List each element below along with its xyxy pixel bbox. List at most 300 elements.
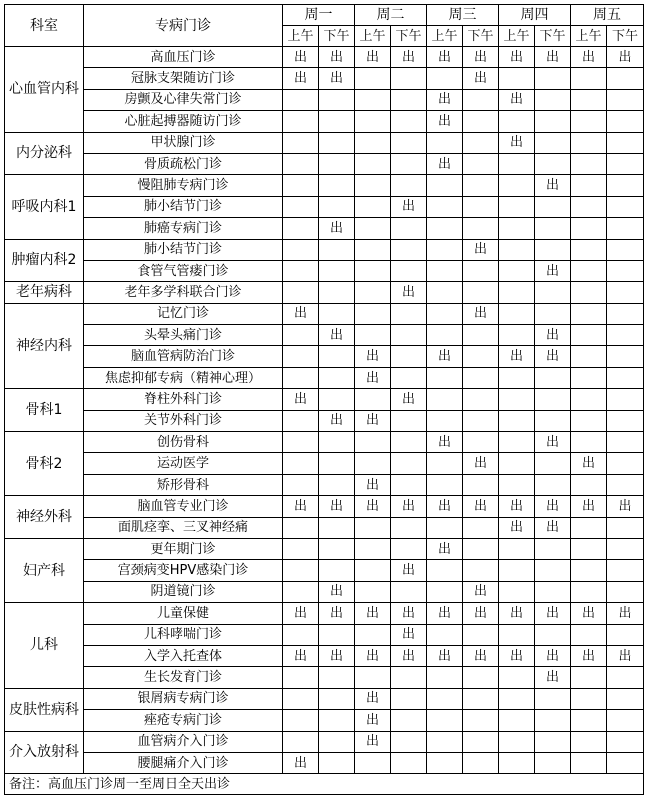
slot-empty-cell xyxy=(571,132,607,153)
slot-open-cell: 出 xyxy=(391,496,427,517)
slot-open-cell: 出 xyxy=(427,346,463,367)
slot-empty-cell xyxy=(535,474,571,495)
slot-empty-cell xyxy=(283,196,319,217)
clinic-cell: 面肌痉挛、三叉神经痛 xyxy=(84,517,283,538)
slot-empty-cell xyxy=(391,218,427,239)
am-header: 上午 xyxy=(355,26,391,47)
slot-empty-cell xyxy=(535,132,571,153)
slot-empty-cell xyxy=(463,325,499,346)
table-row xyxy=(5,68,644,89)
slot-empty-cell xyxy=(463,667,499,688)
clinic-cell: 骨质疏松门诊 xyxy=(84,153,283,174)
slot-empty-cell xyxy=(535,389,571,410)
slot-empty-cell xyxy=(391,410,427,431)
clinic-cell: 头晕头痛门诊 xyxy=(84,325,283,346)
table-row xyxy=(5,303,644,324)
dept-cell: 内分泌科 xyxy=(5,132,84,175)
slot-open-cell: 出 xyxy=(391,603,427,624)
slot-empty-cell xyxy=(607,239,644,260)
slot-open-cell: 出 xyxy=(355,731,391,752)
slot-empty-cell xyxy=(283,325,319,346)
slot-open-cell: 出 xyxy=(391,624,427,645)
slot-empty-cell xyxy=(499,752,535,773)
am-header: 上午 xyxy=(427,26,463,47)
slot-empty-cell xyxy=(427,132,463,153)
slot-empty-cell xyxy=(355,175,391,196)
slot-empty-cell xyxy=(571,560,607,581)
slot-empty-cell xyxy=(499,688,535,709)
slot-empty-cell xyxy=(535,410,571,431)
slot-empty-cell xyxy=(499,68,535,89)
clinic-cell: 儿童保健 xyxy=(84,603,283,624)
slot-empty-cell xyxy=(427,474,463,495)
slot-empty-cell xyxy=(607,175,644,196)
slot-empty-cell xyxy=(283,560,319,581)
slot-open-cell: 出 xyxy=(319,645,355,666)
clinic-cell: 脑血管专业门诊 xyxy=(84,496,283,517)
day-header-wed: 周三 xyxy=(427,5,499,26)
slot-empty-cell xyxy=(571,367,607,388)
clinic-cell: 银屑病专病门诊 xyxy=(84,688,283,709)
slot-empty-cell xyxy=(571,68,607,89)
slot-empty-cell xyxy=(499,667,535,688)
dept-header: 科室 xyxy=(5,5,84,47)
slot-empty-cell xyxy=(607,624,644,645)
slot-empty-cell xyxy=(571,260,607,281)
slot-open-cell: 出 xyxy=(283,752,319,773)
slot-empty-cell xyxy=(319,153,355,174)
slot-empty-cell xyxy=(535,688,571,709)
slot-open-cell: 出 xyxy=(283,496,319,517)
clinic-cell: 肺小结节门诊 xyxy=(84,239,283,260)
slot-open-cell: 出 xyxy=(283,47,319,68)
table-row xyxy=(5,218,644,239)
slot-empty-cell xyxy=(319,453,355,474)
slot-empty-cell xyxy=(427,175,463,196)
slot-empty-cell xyxy=(499,432,535,453)
slot-empty-cell xyxy=(427,752,463,773)
slot-empty-cell xyxy=(463,560,499,581)
slot-empty-cell xyxy=(319,432,355,453)
slot-open-cell: 出 xyxy=(355,410,391,431)
slot-empty-cell xyxy=(607,688,644,709)
slot-empty-cell xyxy=(463,624,499,645)
slot-empty-cell xyxy=(463,196,499,217)
table-row xyxy=(5,346,644,367)
slot-empty-cell xyxy=(319,260,355,281)
clinic-cell: 入学入托查体 xyxy=(84,645,283,666)
slot-empty-cell xyxy=(607,303,644,324)
note-row xyxy=(5,774,644,795)
slot-empty-cell xyxy=(463,538,499,559)
slot-empty-cell xyxy=(427,303,463,324)
slot-empty-cell xyxy=(571,517,607,538)
slot-open-cell: 出 xyxy=(319,325,355,346)
pm-header: 下午 xyxy=(463,26,499,47)
slot-empty-cell xyxy=(571,153,607,174)
slot-empty-cell xyxy=(463,132,499,153)
slot-open-cell: 出 xyxy=(463,239,499,260)
table-row xyxy=(5,581,644,602)
slot-empty-cell xyxy=(319,752,355,773)
slot-open-cell: 出 xyxy=(319,496,355,517)
table-row xyxy=(5,432,644,453)
slot-empty-cell xyxy=(607,410,644,431)
slot-open-cell: 出 xyxy=(391,645,427,666)
clinic-cell: 腰腿痛介入门诊 xyxy=(84,752,283,773)
slot-empty-cell xyxy=(427,218,463,239)
slot-open-cell: 出 xyxy=(499,132,535,153)
slot-open-cell: 出 xyxy=(427,47,463,68)
slot-open-cell: 出 xyxy=(355,346,391,367)
slot-empty-cell xyxy=(319,175,355,196)
slot-empty-cell xyxy=(571,624,607,645)
slot-empty-cell xyxy=(283,239,319,260)
slot-empty-cell xyxy=(355,132,391,153)
slot-empty-cell xyxy=(571,731,607,752)
slot-empty-cell xyxy=(427,239,463,260)
slot-empty-cell xyxy=(535,560,571,581)
slot-empty-cell xyxy=(499,474,535,495)
slot-empty-cell xyxy=(499,153,535,174)
slot-open-cell: 出 xyxy=(463,68,499,89)
clinic-cell: 生长发育门诊 xyxy=(84,667,283,688)
clinic-cell: 心脏起搏器随访门诊 xyxy=(84,111,283,132)
slot-empty-cell xyxy=(391,260,427,281)
clinic-cell: 血管病介入门诊 xyxy=(84,731,283,752)
slot-empty-cell xyxy=(607,111,644,132)
slot-open-cell: 出 xyxy=(283,303,319,324)
slot-open-cell: 出 xyxy=(571,496,607,517)
clinic-cell: 肺小结节门诊 xyxy=(84,196,283,217)
slot-open-cell: 出 xyxy=(607,496,644,517)
slot-open-cell: 出 xyxy=(355,474,391,495)
slot-empty-cell xyxy=(535,453,571,474)
slot-empty-cell xyxy=(355,517,391,538)
slot-empty-cell xyxy=(463,218,499,239)
clinic-schedule-table xyxy=(4,4,644,795)
slot-empty-cell xyxy=(355,453,391,474)
slot-empty-cell xyxy=(607,731,644,752)
slot-open-cell: 出 xyxy=(319,410,355,431)
slot-empty-cell xyxy=(427,731,463,752)
slot-empty-cell xyxy=(463,731,499,752)
slot-empty-cell xyxy=(283,517,319,538)
slot-empty-cell xyxy=(283,153,319,174)
clinic-cell: 高血压门诊 xyxy=(84,47,283,68)
slot-open-cell: 出 xyxy=(499,517,535,538)
table-row xyxy=(5,603,644,624)
table-row xyxy=(5,153,644,174)
dept-cell: 老年病科 xyxy=(5,282,84,303)
slot-empty-cell xyxy=(463,474,499,495)
slot-open-cell: 出 xyxy=(427,432,463,453)
slot-open-cell: 出 xyxy=(535,175,571,196)
table-row xyxy=(5,389,644,410)
slot-empty-cell xyxy=(355,538,391,559)
slot-empty-cell xyxy=(571,239,607,260)
slot-open-cell: 出 xyxy=(535,325,571,346)
slot-empty-cell xyxy=(427,453,463,474)
slot-empty-cell xyxy=(283,731,319,752)
dept-cell: 肿瘤内科2 xyxy=(5,239,84,282)
schedule-body xyxy=(5,5,644,795)
slot-empty-cell xyxy=(283,710,319,731)
slot-empty-cell xyxy=(391,239,427,260)
slot-empty-cell xyxy=(427,710,463,731)
slot-empty-cell xyxy=(607,196,644,217)
slot-empty-cell xyxy=(319,667,355,688)
slot-empty-cell xyxy=(463,389,499,410)
slot-open-cell: 出 xyxy=(607,645,644,666)
slot-empty-cell xyxy=(391,175,427,196)
slot-open-cell: 出 xyxy=(283,389,319,410)
slot-empty-cell xyxy=(499,453,535,474)
slot-empty-cell xyxy=(535,68,571,89)
slot-empty-cell xyxy=(463,153,499,174)
slot-empty-cell xyxy=(463,89,499,110)
slot-empty-cell xyxy=(355,89,391,110)
slot-empty-cell xyxy=(319,389,355,410)
slot-empty-cell xyxy=(571,581,607,602)
slot-empty-cell xyxy=(427,624,463,645)
slot-empty-cell xyxy=(499,196,535,217)
clinic-cell: 宫颈病变HPV感染门诊 xyxy=(84,560,283,581)
slot-empty-cell xyxy=(283,581,319,602)
slot-empty-cell xyxy=(283,260,319,281)
clinic-cell: 冠脉支架随访门诊 xyxy=(84,68,283,89)
slot-open-cell: 出 xyxy=(427,111,463,132)
slot-open-cell: 出 xyxy=(499,47,535,68)
dept-cell: 骨科1 xyxy=(5,389,84,432)
slot-open-cell: 出 xyxy=(463,603,499,624)
slot-empty-cell xyxy=(319,132,355,153)
slot-empty-cell xyxy=(283,175,319,196)
slot-empty-cell xyxy=(355,196,391,217)
am-header: 上午 xyxy=(499,26,535,47)
slot-empty-cell xyxy=(355,239,391,260)
dept-cell: 呼吸内科1 xyxy=(5,175,84,239)
table-row xyxy=(5,89,644,110)
slot-open-cell: 出 xyxy=(355,603,391,624)
slot-empty-cell xyxy=(607,389,644,410)
table-row xyxy=(5,624,644,645)
clinic-header: 专病门诊 xyxy=(84,5,283,47)
slot-empty-cell xyxy=(391,581,427,602)
slot-empty-cell xyxy=(499,218,535,239)
table-row xyxy=(5,710,644,731)
slot-open-cell: 出 xyxy=(463,496,499,517)
dept-cell: 心血管内科 xyxy=(5,47,84,133)
table-row xyxy=(5,282,644,303)
slot-empty-cell xyxy=(535,367,571,388)
slot-empty-cell xyxy=(571,688,607,709)
clinic-cell: 更年期门诊 xyxy=(84,538,283,559)
slot-empty-cell xyxy=(427,282,463,303)
slot-empty-cell xyxy=(607,153,644,174)
slot-empty-cell xyxy=(391,89,427,110)
slot-open-cell: 出 xyxy=(499,346,535,367)
slot-open-cell: 出 xyxy=(535,645,571,666)
slot-empty-cell xyxy=(391,432,427,453)
note-text: 备注：高血压门诊周一至周日全天出诊 xyxy=(5,774,644,795)
slot-empty-cell xyxy=(427,410,463,431)
slot-empty-cell xyxy=(499,560,535,581)
slot-empty-cell xyxy=(571,389,607,410)
clinic-cell: 记忆门诊 xyxy=(84,303,283,324)
slot-empty-cell xyxy=(427,517,463,538)
slot-empty-cell xyxy=(355,260,391,281)
dept-cell: 儿科 xyxy=(5,603,84,689)
slot-empty-cell xyxy=(499,111,535,132)
slot-open-cell: 出 xyxy=(499,603,535,624)
slot-empty-cell xyxy=(499,624,535,645)
slot-open-cell: 出 xyxy=(463,47,499,68)
slot-empty-cell xyxy=(571,752,607,773)
slot-open-cell: 出 xyxy=(391,389,427,410)
slot-open-cell: 出 xyxy=(283,68,319,89)
table-row xyxy=(5,196,644,217)
clinic-cell: 甲状腺门诊 xyxy=(84,132,283,153)
slot-empty-cell xyxy=(283,432,319,453)
slot-empty-cell xyxy=(499,367,535,388)
slot-empty-cell xyxy=(607,474,644,495)
am-header: 上午 xyxy=(283,26,319,47)
slot-empty-cell xyxy=(499,389,535,410)
slot-empty-cell xyxy=(535,752,571,773)
clinic-cell: 阴道镜门诊 xyxy=(84,581,283,602)
table-row xyxy=(5,731,644,752)
slot-open-cell: 出 xyxy=(535,260,571,281)
slot-empty-cell xyxy=(607,260,644,281)
slot-empty-cell xyxy=(283,282,319,303)
dept-cell: 介入放射科 xyxy=(5,731,84,774)
slot-open-cell: 出 xyxy=(319,581,355,602)
slot-empty-cell xyxy=(319,474,355,495)
slot-empty-cell xyxy=(283,453,319,474)
day-header-mon: 周一 xyxy=(283,5,355,26)
slot-open-cell: 出 xyxy=(391,196,427,217)
slot-empty-cell xyxy=(571,667,607,688)
table-row xyxy=(5,474,644,495)
slot-empty-cell xyxy=(535,111,571,132)
slot-empty-cell xyxy=(355,303,391,324)
slot-empty-cell xyxy=(571,432,607,453)
table-row xyxy=(5,688,644,709)
table-row xyxy=(5,175,644,196)
slot-empty-cell xyxy=(391,731,427,752)
slot-empty-cell xyxy=(571,346,607,367)
slot-empty-cell xyxy=(535,239,571,260)
slot-empty-cell xyxy=(319,303,355,324)
slot-empty-cell xyxy=(499,260,535,281)
slot-empty-cell xyxy=(427,688,463,709)
slot-empty-cell xyxy=(319,282,355,303)
slot-empty-cell xyxy=(535,624,571,645)
slot-open-cell: 出 xyxy=(355,367,391,388)
slot-empty-cell xyxy=(607,367,644,388)
slot-open-cell: 出 xyxy=(427,89,463,110)
am-header: 上午 xyxy=(571,26,607,47)
slot-empty-cell xyxy=(427,389,463,410)
table-row xyxy=(5,538,644,559)
slot-open-cell: 出 xyxy=(607,603,644,624)
slot-empty-cell xyxy=(571,303,607,324)
slot-empty-cell xyxy=(355,282,391,303)
day-header-tue: 周二 xyxy=(355,5,427,26)
slot-empty-cell xyxy=(283,132,319,153)
table-row xyxy=(5,111,644,132)
slot-open-cell: 出 xyxy=(319,603,355,624)
pm-header: 下午 xyxy=(391,26,427,47)
slot-empty-cell xyxy=(319,517,355,538)
slot-empty-cell xyxy=(571,410,607,431)
slot-empty-cell xyxy=(355,68,391,89)
slot-empty-cell xyxy=(463,282,499,303)
slot-empty-cell xyxy=(571,89,607,110)
slot-empty-cell xyxy=(427,367,463,388)
slot-open-cell: 出 xyxy=(391,47,427,68)
slot-empty-cell xyxy=(391,68,427,89)
table-row xyxy=(5,239,644,260)
clinic-cell: 矫形骨科 xyxy=(84,474,283,495)
slot-open-cell: 出 xyxy=(319,68,355,89)
slot-empty-cell xyxy=(319,239,355,260)
slot-empty-cell xyxy=(427,196,463,217)
slot-empty-cell xyxy=(607,752,644,773)
slot-empty-cell xyxy=(535,710,571,731)
slot-open-cell: 出 xyxy=(571,453,607,474)
slot-empty-cell xyxy=(391,667,427,688)
table-row xyxy=(5,367,644,388)
slot-empty-cell xyxy=(319,731,355,752)
table-row xyxy=(5,453,644,474)
slot-empty-cell xyxy=(535,218,571,239)
slot-empty-cell xyxy=(319,196,355,217)
slot-empty-cell xyxy=(283,410,319,431)
slot-empty-cell xyxy=(571,111,607,132)
slot-empty-cell xyxy=(355,325,391,346)
slot-empty-cell xyxy=(319,111,355,132)
slot-empty-cell xyxy=(283,667,319,688)
slot-empty-cell xyxy=(607,517,644,538)
dept-cell: 妇产科 xyxy=(5,538,84,602)
slot-empty-cell xyxy=(607,218,644,239)
slot-open-cell: 出 xyxy=(499,89,535,110)
slot-empty-cell xyxy=(463,346,499,367)
slot-open-cell: 出 xyxy=(463,303,499,324)
slot-empty-cell xyxy=(571,175,607,196)
slot-empty-cell xyxy=(535,89,571,110)
slot-empty-cell xyxy=(391,474,427,495)
slot-empty-cell xyxy=(391,325,427,346)
slot-empty-cell xyxy=(607,68,644,89)
slot-open-cell: 出 xyxy=(391,560,427,581)
slot-empty-cell xyxy=(463,752,499,773)
clinic-cell: 房颤及心律失常门诊 xyxy=(84,89,283,110)
slot-empty-cell xyxy=(463,111,499,132)
slot-empty-cell xyxy=(499,175,535,196)
table-row xyxy=(5,752,644,773)
slot-empty-cell xyxy=(391,752,427,773)
slot-empty-cell xyxy=(607,453,644,474)
slot-open-cell: 出 xyxy=(463,645,499,666)
slot-empty-cell xyxy=(283,346,319,367)
slot-empty-cell xyxy=(391,367,427,388)
slot-empty-cell xyxy=(283,688,319,709)
table-row xyxy=(5,325,644,346)
slot-empty-cell xyxy=(607,710,644,731)
